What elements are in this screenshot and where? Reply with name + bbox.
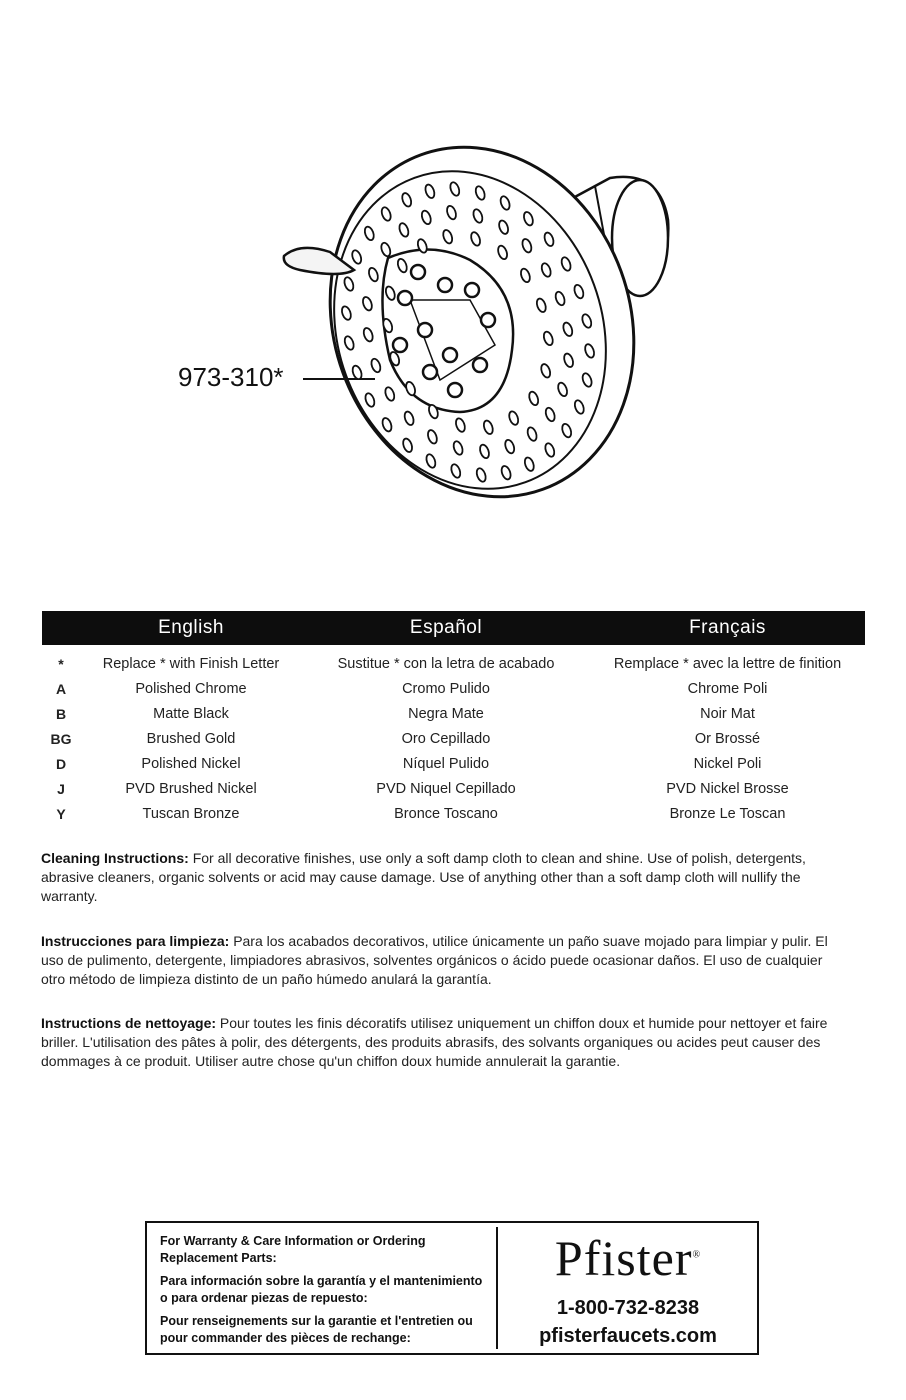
cleaning-text-french: Pour toutes les finis décoratifs utilisez uniquement un chiffon doux et humide pour nettoyer et faire briller. L'utilisation des pâtes à polir, des détergents, des produits abrasifs, des solvants organiques ou acides peut causer des dommages à ce produit. Utiliser autre chose qu'un chiffon doux humide annulerait la garantie. bbox=[41, 1015, 828, 1069]
finish-english: Matte Black bbox=[153, 705, 229, 722]
cleaning-heading-english: Cleaning Instructions: bbox=[41, 850, 189, 866]
center-nozzle bbox=[443, 348, 457, 362]
finish-espanol: PVD Niquel Cepillado bbox=[376, 780, 516, 797]
warranty-contact-box bbox=[145, 1221, 759, 1355]
table-row bbox=[42, 645, 865, 676]
finish-espanol: Bronce Toscano bbox=[394, 805, 498, 822]
header-francais: Français bbox=[590, 611, 865, 645]
center-nozzle bbox=[448, 383, 462, 397]
brand-name: Pfister bbox=[554, 1230, 693, 1286]
pfister-logo bbox=[499, 1229, 757, 1287]
finish-francais: Bronze Le Toscan bbox=[669, 805, 786, 822]
table-row bbox=[42, 676, 865, 701]
finish-code: * bbox=[58, 655, 64, 672]
finish-english: Replace * with Finish Letter bbox=[102, 655, 280, 672]
table-row bbox=[42, 801, 865, 826]
table-header-row bbox=[42, 611, 865, 645]
center-nozzle bbox=[393, 338, 407, 352]
cleaning-text-english: For all decorative finishes, use only a soft damp cloth to clean and shine. Use of polish, detergents, abrasive cleaners, organic solvents or acid may cause damage. Use of anything other than a soft damp cloth will nullify the warranty. bbox=[41, 850, 806, 904]
table-row bbox=[42, 776, 865, 801]
finish-francais: PVD Nickel Brosse bbox=[666, 780, 789, 797]
finish-francais: Chrome Poli bbox=[687, 680, 768, 697]
finish-english: Polished Nickel bbox=[141, 755, 241, 772]
cleaning-instructions-spanish bbox=[41, 932, 841, 989]
finish-code: B bbox=[55, 705, 67, 722]
center-nozzle bbox=[465, 283, 479, 297]
phone-number: 1-800-732-8238 bbox=[556, 1297, 700, 1319]
center-nozzle bbox=[411, 265, 425, 279]
table-row bbox=[42, 726, 865, 751]
finish-espanol: Cromo Pulido bbox=[402, 680, 490, 697]
header-english: English bbox=[80, 611, 302, 645]
center-nozzle bbox=[438, 278, 452, 292]
finish-espanol: Negra Mate bbox=[408, 705, 484, 722]
center-nozzle bbox=[418, 323, 432, 337]
finish-francais: Nickel Poli bbox=[693, 755, 762, 772]
trademark-symbol: ® bbox=[692, 1249, 702, 1261]
warranty-info bbox=[160, 1233, 490, 1353]
finish-code: A bbox=[55, 680, 67, 697]
finish-espanol: Oro Cepillado bbox=[401, 730, 491, 747]
finish-english: Brushed Gold bbox=[146, 730, 236, 747]
table-row bbox=[42, 751, 865, 776]
brand-contact bbox=[499, 1223, 757, 1353]
cleaning-instructions-french bbox=[41, 1014, 841, 1071]
table-row bbox=[42, 701, 865, 726]
finish-english: PVD Brushed Nickel bbox=[125, 780, 257, 797]
finish-table bbox=[42, 611, 865, 826]
website-link[interactable]: pfisterfaucets.com bbox=[539, 1325, 717, 1347]
finish-francais: Or Brossé bbox=[694, 730, 761, 747]
cleaning-heading-spanish: Instrucciones para limpieza: bbox=[41, 933, 230, 949]
part-number-label: 973-310* bbox=[178, 362, 284, 392]
finish-francais: Noir Mat bbox=[700, 705, 755, 722]
header-espanol: Español bbox=[302, 611, 590, 645]
finish-english: Polished Chrome bbox=[135, 680, 247, 697]
center-nozzle bbox=[481, 313, 495, 327]
finish-code: J bbox=[57, 780, 65, 797]
warranty-text-spanish: Para información sobre la garantía y el mantenimiento o para ordenar piezas de repuesto: bbox=[160, 1274, 483, 1305]
showerhead-illustration bbox=[0, 0, 906, 560]
cleaning-text-spanish: Para los acabados decorativos, utilice únicamente un paño suave mojado para limpiar y pulir. El uso de pulimento, detergente, limpiadores abrasivos, solventes orgánicos o ácido puede ocasionar daños. El uso de cualquier otro método de limpieza distinto de un paño húmedo anulará la garantía. bbox=[41, 933, 828, 987]
cleaning-heading-french: Instructions de nettoyage: bbox=[41, 1015, 217, 1031]
center-nozzle bbox=[473, 358, 487, 372]
cleaning-instructions-english bbox=[41, 849, 841, 906]
finish-code: BG bbox=[50, 730, 72, 747]
finish-espanol: Níquel Pulido bbox=[402, 755, 490, 772]
finish-francais: Remplace * avec la lettre de finition bbox=[613, 655, 842, 672]
warranty-text-english: For Warranty & Care Information or Ordering Replacement Parts: bbox=[160, 1234, 426, 1265]
finish-code: Y bbox=[56, 805, 66, 822]
footer-divider bbox=[496, 1227, 498, 1349]
finish-code: D bbox=[55, 755, 67, 772]
center-nozzle bbox=[423, 365, 437, 379]
header-code bbox=[42, 611, 80, 645]
center-nozzle bbox=[398, 291, 412, 305]
warranty-text-french: Pour renseignements sur la garantie et l'entretien ou pour commander des pièces de rechange: bbox=[160, 1314, 473, 1345]
finish-espanol: Sustitue * con la letra de acabado bbox=[337, 655, 555, 672]
finish-english: Tuscan Bronze bbox=[142, 805, 240, 822]
